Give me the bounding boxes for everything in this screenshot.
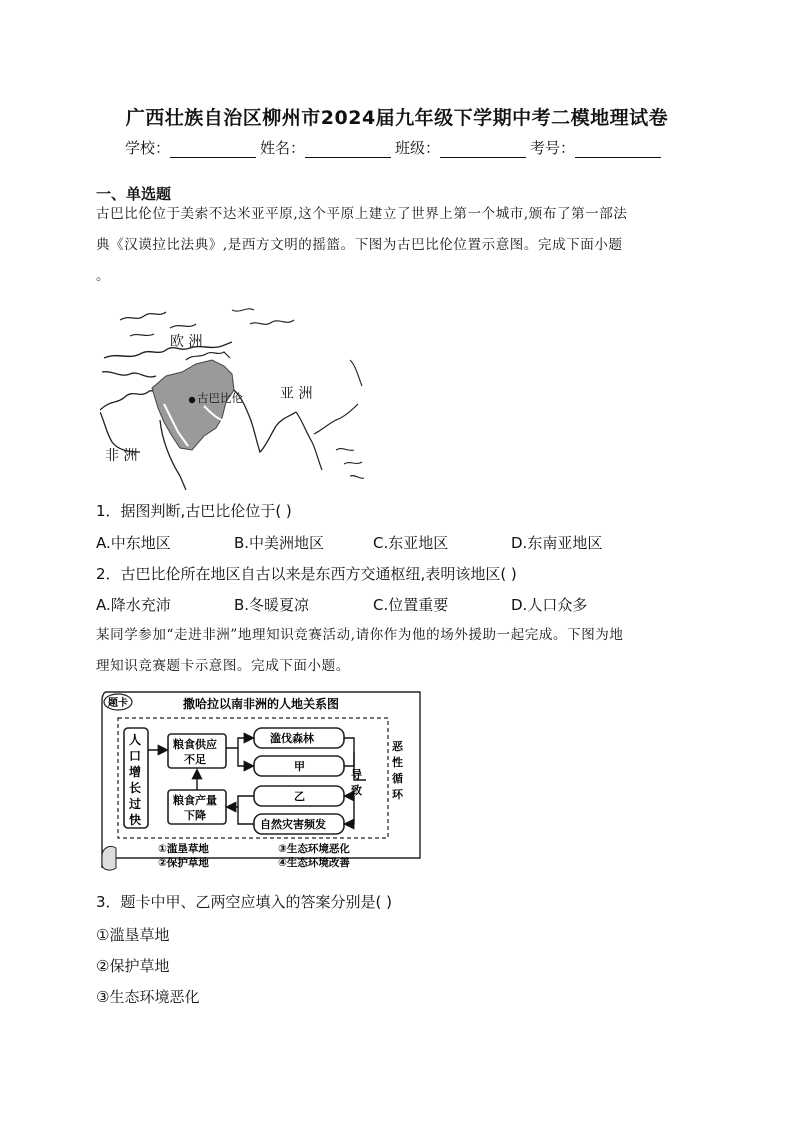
option-b[interactable]: B.冬暖夏凉 [234, 596, 310, 614]
card-choice: ④生态环境改善 [278, 857, 350, 869]
passage-1-line: 。 [96, 268, 111, 284]
babylon-map [100, 300, 365, 490]
name-label: 姓名： [260, 139, 306, 157]
vicious-cycle-char: 性 [392, 756, 403, 769]
student-info-fields [125, 137, 665, 158]
population-char: 长 [129, 781, 142, 795]
section-heading: 一、单选题 [96, 185, 172, 203]
question-2-stem: 2．古巴比伦所在地区自古以来是东西方交通枢纽,表明该地区( ) [96, 565, 517, 583]
card-tag-text: 题卡 [108, 698, 128, 709]
question-3-choice: ②保护草地 [96, 957, 170, 975]
card-choice: ③生态环境恶化 [278, 843, 350, 855]
jia-text: 甲 [294, 760, 305, 773]
card-choice: ②保护草地 [158, 857, 209, 869]
food-yield-text: 下降 [184, 809, 206, 822]
deforestation-text: 滥伐森林 [270, 732, 314, 745]
vicious-cycle-char: 恶 [392, 740, 403, 753]
population-char: 过 [129, 797, 142, 811]
question-2-options [96, 594, 631, 615]
lead-to-char: 致 [351, 784, 362, 797]
vicious-cycle-char: 循 [392, 772, 403, 785]
school-label: 学校： [125, 139, 171, 157]
exam-no-label: 考号： [530, 139, 576, 157]
passage-1 [96, 199, 706, 292]
passage-1-line: 典《汉谟拉比法典》,是西方文明的摇篮。下图为古巴比伦位置示意图。完成下面小题 [96, 237, 623, 253]
scroll-curl [102, 846, 116, 870]
card-choice: ①滥垦草地 [158, 843, 209, 855]
page-title: 广西壮族自治区柳州市2024届九年级下学期中考二模地理试卷 [125, 107, 669, 129]
vicious-cycle-char: 环 [392, 788, 403, 801]
population-char: 口 [129, 749, 142, 763]
question-card-diagram [98, 688, 424, 872]
babylon-label: 古巴比伦 [197, 391, 243, 405]
school-blank [170, 142, 256, 158]
question-1-stem: 1．据图判断,古巴比伦位于( ) [96, 502, 292, 520]
population-char: 人 [129, 733, 142, 747]
name-blank [305, 142, 391, 158]
option-c[interactable]: C.位置重要 [373, 596, 449, 614]
disaster-text: 自然灾害频发 [260, 818, 326, 831]
africa-label: 非 洲 [105, 448, 138, 464]
question-3-choice: ③生态环境恶化 [96, 988, 200, 1006]
food-yield-text: 粮食产量 [173, 794, 217, 807]
food-supply-text: 不足 [184, 753, 206, 766]
passage-1-line: 古巴比伦位于美索不达米亚平原,这个平原上建立了世界上第一个城市,颁布了第一部法 [96, 206, 628, 222]
option-a[interactable]: A.中东地区 [96, 534, 171, 552]
question-3-stem: 3．题卡中甲、乙两空应填入的答案分别是( ) [96, 893, 393, 911]
passage-2-line: 理知识竞赛题卡示意图。完成下面小题。 [96, 658, 350, 674]
lead-to-char: 导 [351, 768, 362, 781]
population-char: 增 [129, 765, 142, 779]
option-d[interactable]: D.东南亚地区 [511, 534, 603, 552]
passage-2-line: 某同学参加“走进非洲”地理知识竞赛活动,请你作为他的场外援助一起完成。下图为地 [96, 627, 624, 643]
question-3-choice: ①滥垦草地 [96, 926, 170, 944]
europe-label: 欧 洲 [170, 334, 203, 350]
option-c[interactable]: C.东亚地区 [373, 534, 449, 552]
food-supply-text: 粮食供应 [173, 738, 217, 751]
yi-text: 乙 [294, 790, 305, 803]
passage-2 [96, 620, 706, 682]
option-d[interactable]: D.人口众多 [511, 596, 588, 614]
babylon-dot [189, 397, 195, 403]
question-1-options [96, 532, 631, 553]
option-a[interactable]: A.降水充沛 [96, 596, 171, 614]
class-blank [440, 142, 526, 158]
card-heading: 撒哈拉以南非洲的人地关系图 [183, 697, 340, 711]
asia-label: 亚 洲 [280, 386, 313, 402]
exam-no-blank [575, 142, 661, 158]
class-label: 班级： [395, 139, 441, 157]
population-char: 快 [129, 813, 142, 827]
option-b[interactable]: B.中美洲地区 [234, 534, 325, 552]
